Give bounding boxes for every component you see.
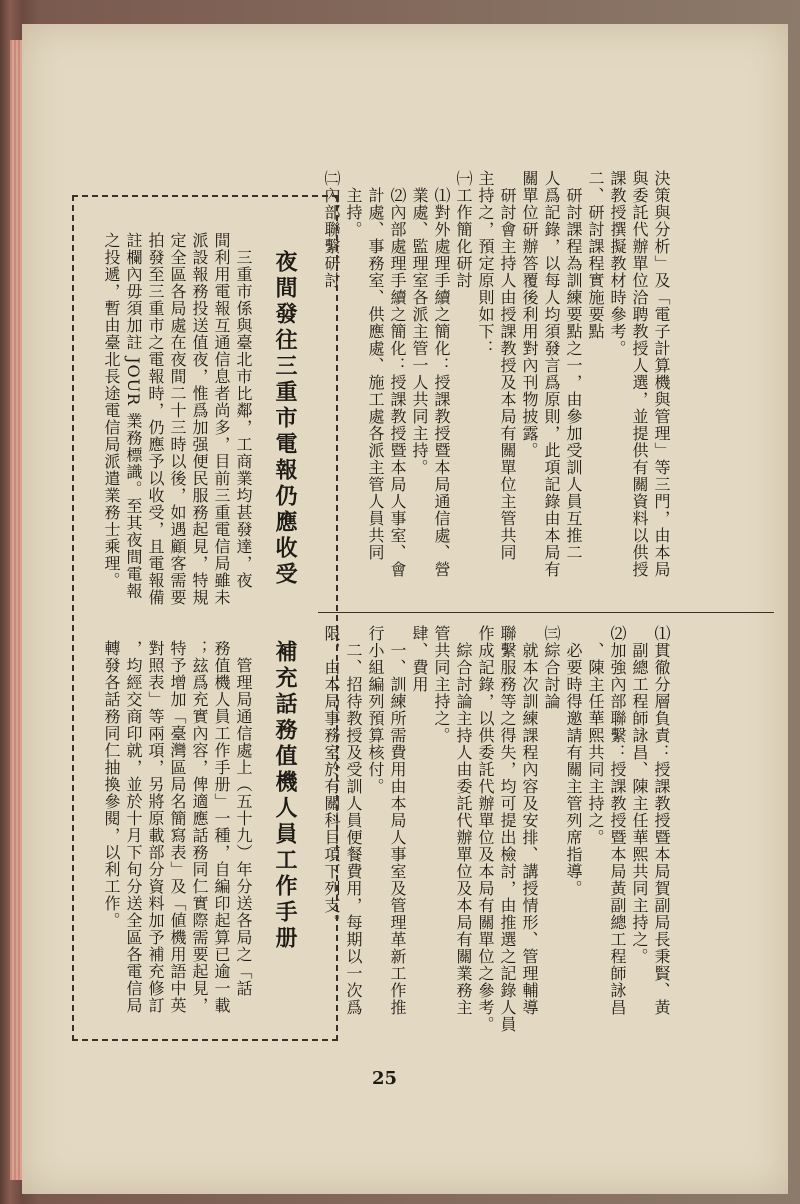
notice-col-2: 間利用電報互通信息者尚多，目前三重電信局雖未 — [212, 232, 231, 606]
section-divider — [318, 612, 774, 613]
lower-col-6: ㈢綜合討論 — [542, 625, 561, 710]
lower-col-4: 、陳主任華熙共同主持之。 — [586, 625, 605, 846]
notice-col-1: 三重市係與臺北市比鄰，工商業均甚發達，夜 — [234, 232, 253, 589]
upper-col-16: ㈡內部聯繫研討 — [322, 170, 341, 289]
lower-col-11: 管共同主持之。 — [432, 625, 451, 744]
lower-col-2: 副總工程師詠昌、陳主任華熙共同主持之。 — [630, 625, 649, 965]
upper-col-14: 計處、事務室、供應處、施工處各派主管人員共同 — [366, 170, 385, 561]
upper-col-13: ⑵內部處理手續之簡化：授課教授暨本局人事室、會 — [388, 170, 407, 578]
supplement-col-2: 務值機人員工作手册」一種，自編印起算已逾一載 — [212, 640, 231, 1014]
upper-col-4: 二、研討課程實施要點 — [586, 170, 605, 340]
upper-col-15: 主持。 — [344, 170, 363, 238]
notice-col-4: 定全區各局處在夜間二十三時以後，如遇顧客需要 — [168, 232, 187, 606]
upper-col-3: 課教授撰擬教材時參考。 — [608, 170, 627, 357]
upper-col-2: 與委託代辦單位洽聘教授人選，並提供有關資料以供授 — [630, 170, 649, 578]
supplement-col-3: ；玆爲充實內容，俾適應話務同仁實際需要起見， — [190, 640, 209, 1014]
supplement-col-6: ，均經交商印就，並於十月下旬分送全區各電信局 — [124, 640, 143, 1014]
lower-col-13: 一、訓練所需費用由本局人事室及管理革新工作推 — [388, 625, 407, 1016]
lower-col-1: ⑴貫徹分層負責：授課教授暨本局賀副局長秉賢、黃 — [652, 625, 671, 1016]
supplement-col-4: 特予增加「臺灣區局名簡寫表」及「値機用語中英 — [168, 640, 187, 1014]
upper-col-12: 業處、監理室各派主管一人共同主持。 — [410, 170, 429, 476]
notice-col-7: 之投遞，暫由臺北長途電信局派遣業務士乘理。 — [102, 232, 121, 589]
lower-col-8: 聯繫服務等之得失，均可提出檢討，由推選之記錄人員 — [498, 625, 517, 1033]
notice-col-6: 註欄內毋須加註 JOUR 業務標識。至其夜間電報 — [124, 232, 143, 600]
lower-col-5: 必要時得邀請有關主管列席指導。 — [564, 625, 583, 897]
upper-col-1: 決策與分析」及「電子計算機與管理」等三門，由本局 — [652, 170, 671, 578]
supplement-col-1: 管理局通信處上（五十九）年分送各局之「話 — [234, 640, 253, 997]
page-number: 25 — [372, 1068, 398, 1089]
notice-col-3: 派設報務投送值夜，惟爲加强便民服務起見，特規 — [190, 232, 209, 606]
lower-col-7: 就本次訓練課程內容及安排、講授情形、管理輔導 — [520, 625, 539, 1016]
notice-col-5: 拍發至三重市之電報時，仍應予以收受，且電報備 — [146, 232, 165, 606]
lower-col-14: 行小組編列預算核付。 — [366, 625, 385, 795]
upper-col-8: 研討會主持人由授課教授及本局有關單位主管共同 — [498, 170, 517, 561]
upper-col-7: 關單位研辦答覆後利用對內刊物披露。 — [520, 170, 539, 459]
lower-col-9: 作成記錄，以供委託代辦單位及本局有關單位之參考。 — [476, 625, 495, 1033]
lower-col-15: 二、招待教授及受訓人員便餐費用，每期以一次爲 — [344, 625, 363, 1016]
upper-col-9: 主持之，預定原則如下： — [476, 170, 495, 357]
upper-col-10: ㈠工作簡化研討 — [454, 170, 473, 289]
supplement-col-5: 對照表」等兩項，另將原載部分資料加予補充修訂 — [146, 640, 165, 1014]
notice-title: 夜間發往三重市電報仍應收受 — [272, 250, 298, 588]
upper-col-6: 人爲記錄，以每人均須發言爲原則，此項記錄由本局有 — [542, 170, 561, 578]
lower-col-16: 限，由本局事務室於有關科目項下列支。 — [322, 625, 341, 931]
upper-col-11: ⑴對外處理手續之簡化：授課教授暨本局通信處、營 — [432, 170, 451, 578]
lower-col-12: 肆、費用 — [410, 625, 429, 693]
lower-col-3: ⑵加強內部聯繫：授課教授暨本局黃副總工程師詠昌 — [608, 625, 627, 1016]
upper-col-5: 研討課程為訓練要點之一，由參加受訓人員互推二 — [564, 170, 583, 561]
lower-col-10: 綜合討論主持人由委託代辦單位及本局有關業務主 — [454, 625, 473, 1016]
supplement-col-7: 轉發各話務同仁抽換參閱，以利工作。 — [102, 640, 121, 929]
supplement-title: 補充話務值機人員工作手册 — [272, 640, 298, 952]
